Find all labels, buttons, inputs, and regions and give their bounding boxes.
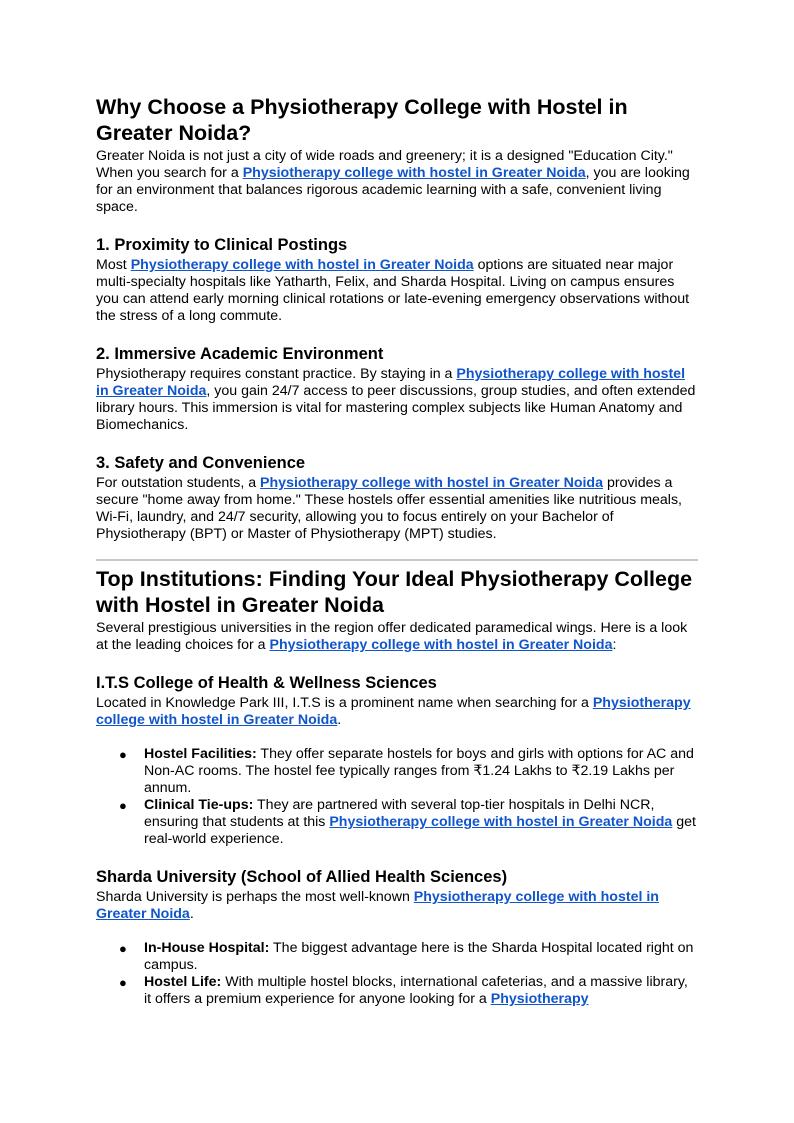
its-bullet-list — [96, 746, 698, 848]
list-item: ● Hostel Facilities: They offer separate hostels for boys and girls with options for AC and Non-AC rooms. The hostel fee typically ranges from ₹1.24 Lakhs to ₹2.19 Lakhs per annum. — [119, 746, 694, 796]
list-item: ● Clinical Tie-ups: They are partnered with several top-tier hospitals in Delhi NCR, ensuring that students at this Physiotherapy college with hostel in Greater Noida get real-world experience. — [119, 797, 696, 847]
section1-title: Why Choose a Physiotherapy College with Hostel in Greater Noida? — [96, 95, 628, 145]
sharda-bullet-list — [96, 940, 698, 1008]
section1-intro: Greater Noida is not just a city of wide roads and greenery; it is a designed "Education City." When you search for a Physiotherapy college with hostel in Greater Noida, you are looking for an environment that balances rigorous academic learning with a safe, convenient living space. — [96, 148, 690, 215]
point-1-text: Most Physiotherapy college with hostel in Greater Noida options are situated near major multi-specialty hospitals like Yatharth, Felix, and Sharda Hospital. Living on campus ensures you can attend early morning clinical rotations or late-evening emergency observations without the stress of a long commute. — [96, 257, 690, 324]
bullet-icon: ● — [119, 747, 127, 762]
point-3-heading: 3. Safety and Convenience — [96, 454, 306, 472]
section2-title: Top Institutions: Finding Your Ideal Physiotherapy College with Hostel in Greater Noida — [96, 567, 693, 617]
point-3-text: For outstation students, a Physiotherapy college with hostel in Greater Noida provides a secure "home away from home." These hostels offer essential amenities like nutritious meals, Wi-Fi, laundry, and 24/7 security, allowing you to focus entirely on your Bachelor of Physiotherapy (BPT) or Master of Physiotherapy (MPT) studies. — [96, 475, 682, 542]
point-1-heading: 1. Proximity to Clinical Postings — [96, 236, 348, 254]
document-content — [96, 94, 698, 1008]
list-item: ● Hostel Life: With multiple hostel blocks, international cafeterias, and a massive library, it offers a premium experience for anyone looking for a Physiotherapy — [119, 974, 688, 1007]
its-heading: I.T.S College of Health & Wellness Sciences — [96, 674, 437, 692]
sharda-text: Sharda University is perhaps the most well-known Physiotherapy college with hostel in Greater Noida. — [96, 889, 659, 922]
bullet-icon: ● — [119, 798, 127, 813]
section2-intro: Several prestigious universities in the region offer dedicated paramedical wings. Here is a look at the leading choices for a Physiotherapy college with hostel in Greater Noida: — [96, 620, 688, 653]
its-link[interactable]: Physiotherapy college with hostel in Greater Noida — [96, 695, 691, 728]
sharda-bullet-link[interactable]: Physiotherapy — [490, 991, 589, 1007]
point-3-link[interactable]: Physiotherapy college with hostel in Greater Noida — [260, 475, 603, 491]
point-2-text: Physiotherapy requires constant practice. By staying in a Physiotherapy college with hostel in Greater Noida, you gain 24/7 access to peer discussions, group studies, and often extended library hours. This immersion is vital for mastering complex subjects like Human Anatomy and Biomechanics. — [96, 366, 696, 433]
section2-intro-link[interactable]: Physiotherapy college with hostel in Greater Noida — [269, 637, 613, 653]
point-1-link[interactable]: Physiotherapy college with hostel in Greater Noida — [130, 257, 474, 273]
point-2-link[interactable]: Physiotherapy college with hostel in Greater Noida — [96, 366, 686, 399]
bullet-icon: ● — [119, 975, 127, 990]
section-divider — [96, 559, 698, 561]
sharda-link[interactable]: Physiotherapy college with hostel in Greater Noida — [96, 889, 659, 922]
point-2-heading: 2. Immersive Academic Environment — [96, 345, 384, 363]
sharda-heading: Sharda University (School of Allied Health Sciences) — [96, 868, 508, 886]
list-item: ● In-House Hospital: The biggest advantage here is the Sharda Hospital located right on campus. — [119, 940, 694, 973]
bullet-icon: ● — [119, 941, 127, 956]
its-bullet-link[interactable]: Physiotherapy college with hostel in Greater Noida — [329, 814, 673, 830]
its-text: Located in Knowledge Park III, I.T.S is a prominent name when searching for a Physiotherapy college with hostel in Greater Noida. — [96, 695, 691, 728]
intro-link[interactable]: Physiotherapy college with hostel in Greater Noida — [242, 165, 586, 181]
